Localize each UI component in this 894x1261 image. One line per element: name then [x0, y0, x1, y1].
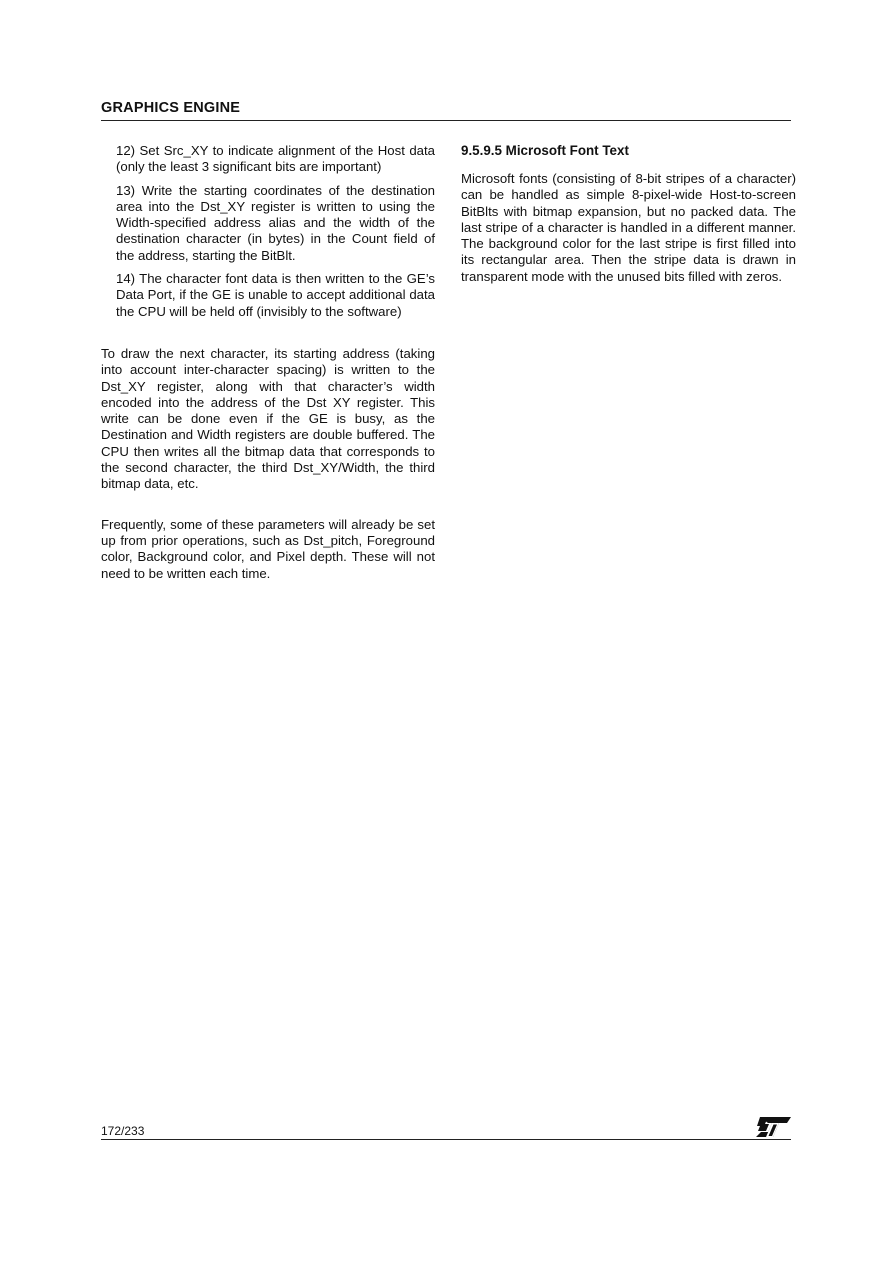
page-number: 172/233 [101, 1124, 145, 1138]
step-item-13 [101, 183, 435, 264]
body-paragraph-next-character: To draw the next character, its starting address (taking into account inter-character spacing) is written to the Dst_XY register, along with that character’s width encoded into the address of the Dst XY register. This write can be done even if the GE is busy, as the Destination and Width registers are double buffered. The CPU then writes all the bitmap data that corresponds to the second character, the third Dst_XY/Width, the third bitmap data, etc. [101, 345, 435, 492]
step-number: 13) [116, 182, 136, 198]
step-number: 14) [116, 271, 136, 287]
step-text: The character font data is then written to the GE’s Data Port, if the GE is unable to accept additional data the CPU will be held off (invisibly to the software) [116, 271, 435, 319]
step-number: 12) [116, 143, 136, 158]
step-item-12 [101, 143, 435, 176]
header-divider [101, 120, 791, 121]
section-heading: 9.5.9.5 Microsoft Font Text [461, 143, 629, 158]
left-column [101, 143, 435, 582]
st-logo-icon [754, 1116, 792, 1138]
step-text: Set Src_XY to indicate alignment of the Host data (only the least 3 significant bits are important) [116, 143, 435, 175]
right-column [461, 143, 796, 285]
body-paragraph-parameters: Frequently, some of these parameters will already be set up from prior operations, such as Dst_pitch, Foreground color, Background color, and Pixel depth. These will not need to be written each time. [101, 516, 435, 581]
step-item-14 [101, 271, 435, 320]
body-paragraph-microsoft-fonts: Microsoft fonts (consisting of 8-bit stripes of a character) can be handled as simple 8-pixel-wide Host-to-screen BitBlts with bitmap expansion, but no packed data. The last stripe of a character is handled in a different manner. The background color for the last stripe is first filled into its rectangular area. Then the stripe data is drawn in transparent mode with the unused bits filled with zeros. [461, 171, 796, 284]
page-header-title: GRAPHICS ENGINE [101, 100, 241, 116]
footer-divider [101, 1139, 791, 1140]
step-text: Write the starting coordinates of the destination area into the Dst_XY register is written to using the Width-specified address alias and the width of the destination character (in bytes) in the Count field of the address, starting the BitBlt. [116, 182, 435, 263]
